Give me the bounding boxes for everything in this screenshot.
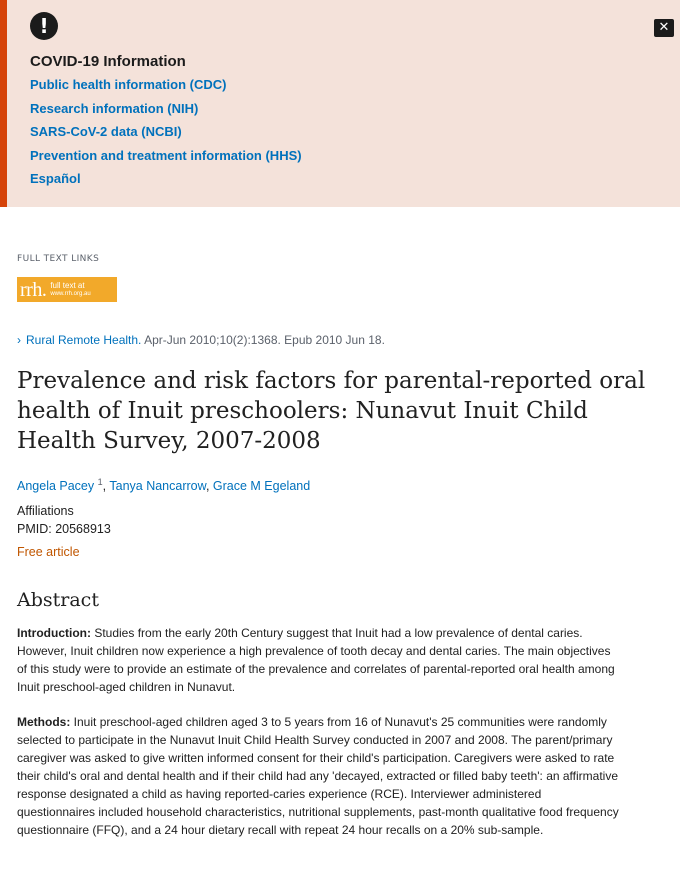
citation — [17, 332, 385, 348]
abstract-heading: Abstract — [17, 589, 99, 611]
chevron-right-icon: › — [17, 333, 21, 347]
methods-text: Inuit preschool-aged children aged 3 to 5 years from 16 of Nunavut's 25 communities were randomly selected to participate in the Nunavut Inuit Child Health Survey conducted in 2007 and 2008. The parent/primary caregiver was asked to give written informed consent for their child's participation. Caregivers were asked to rate their child's oral and dental health and if their child had any 'decayed, extracted or filled baby teeth': an affirmative response designated a child as having reported-caries experience (RCE). Interviewer administered questionnaires included household characteristics, nutritional supplements, past-month qualitative food frequency questionnaire (FFQ), and a 24 hour dietary recall with repeat 24 hour recalls on a 20% sub-sample. — [17, 715, 619, 837]
methods-label: Methods: — [17, 715, 71, 729]
abstract-introduction — [17, 624, 622, 696]
link-nih[interactable]: Research information (NIH) — [30, 100, 199, 116]
intro-label: Introduction: — [17, 626, 91, 640]
link-espanol[interactable]: Español — [30, 171, 81, 186]
full-text-links-label: FULL TEXT LINKS — [17, 254, 100, 264]
intro-text: Studies from the early 20th Century suggest that Inuit had a low prevalence of dental caries. However, Inuit children now experience a high prevalence of tooth decay and dental caries. The main objectives of this study were to provide an estimate of the prevalence and correlates of parental-reported oral health among Inuit preschool-aged children in Nunavut. — [17, 626, 615, 694]
exclamation-icon: ! — [30, 12, 58, 40]
citation-details: Apr-Jun 2010;10(2):1368. Epub 2010 Jun 18. — [144, 333, 385, 347]
author-link[interactable]: Grace M Egeland — [212, 479, 311, 494]
rrh-logo-text: rrh. — [20, 278, 47, 301]
link-hhs[interactable]: Prevention and treatment information (HHS) — [30, 147, 302, 163]
article-title: Prevalence and risk factors for parental-reported oral health of Inuit preschoolers: Nunavut Inuit Child Health Survey, 2007-2008 — [17, 368, 646, 454]
free-article-badge: Free article — [17, 545, 80, 559]
abstract-methods — [17, 713, 622, 839]
link-cdc[interactable]: Public health information (CDC) — [30, 77, 227, 92]
close-icon[interactable]: ✕ — [654, 19, 674, 37]
journal-link[interactable]: Rural Remote Health. — [26, 333, 142, 347]
alert-links — [30, 76, 302, 194]
pmid: PMID: 20568913 — [17, 522, 111, 536]
author-link[interactable]: Angela Pacey — [17, 479, 95, 494]
affiliations-toggle[interactable]: Affiliations — [17, 504, 74, 518]
link-ncbi[interactable]: SARS-CoV-2 data (NCBI) — [30, 124, 182, 139]
author-link[interactable]: Tanya Nancarrow — [109, 479, 206, 494]
covid-alert-banner — [0, 0, 680, 207]
alert-title: COVID-19 Information — [30, 53, 186, 70]
rrh-full-text-link[interactable] — [17, 277, 117, 302]
affiliation-ref[interactable]: 1 — [97, 477, 103, 487]
rrh-logo-subtext: full text at www.rrh.org.au — [50, 280, 91, 297]
author-list: Angela Pacey $^1$, Tanya Nancarrow, Grace M Egeland — [17, 477, 311, 494]
